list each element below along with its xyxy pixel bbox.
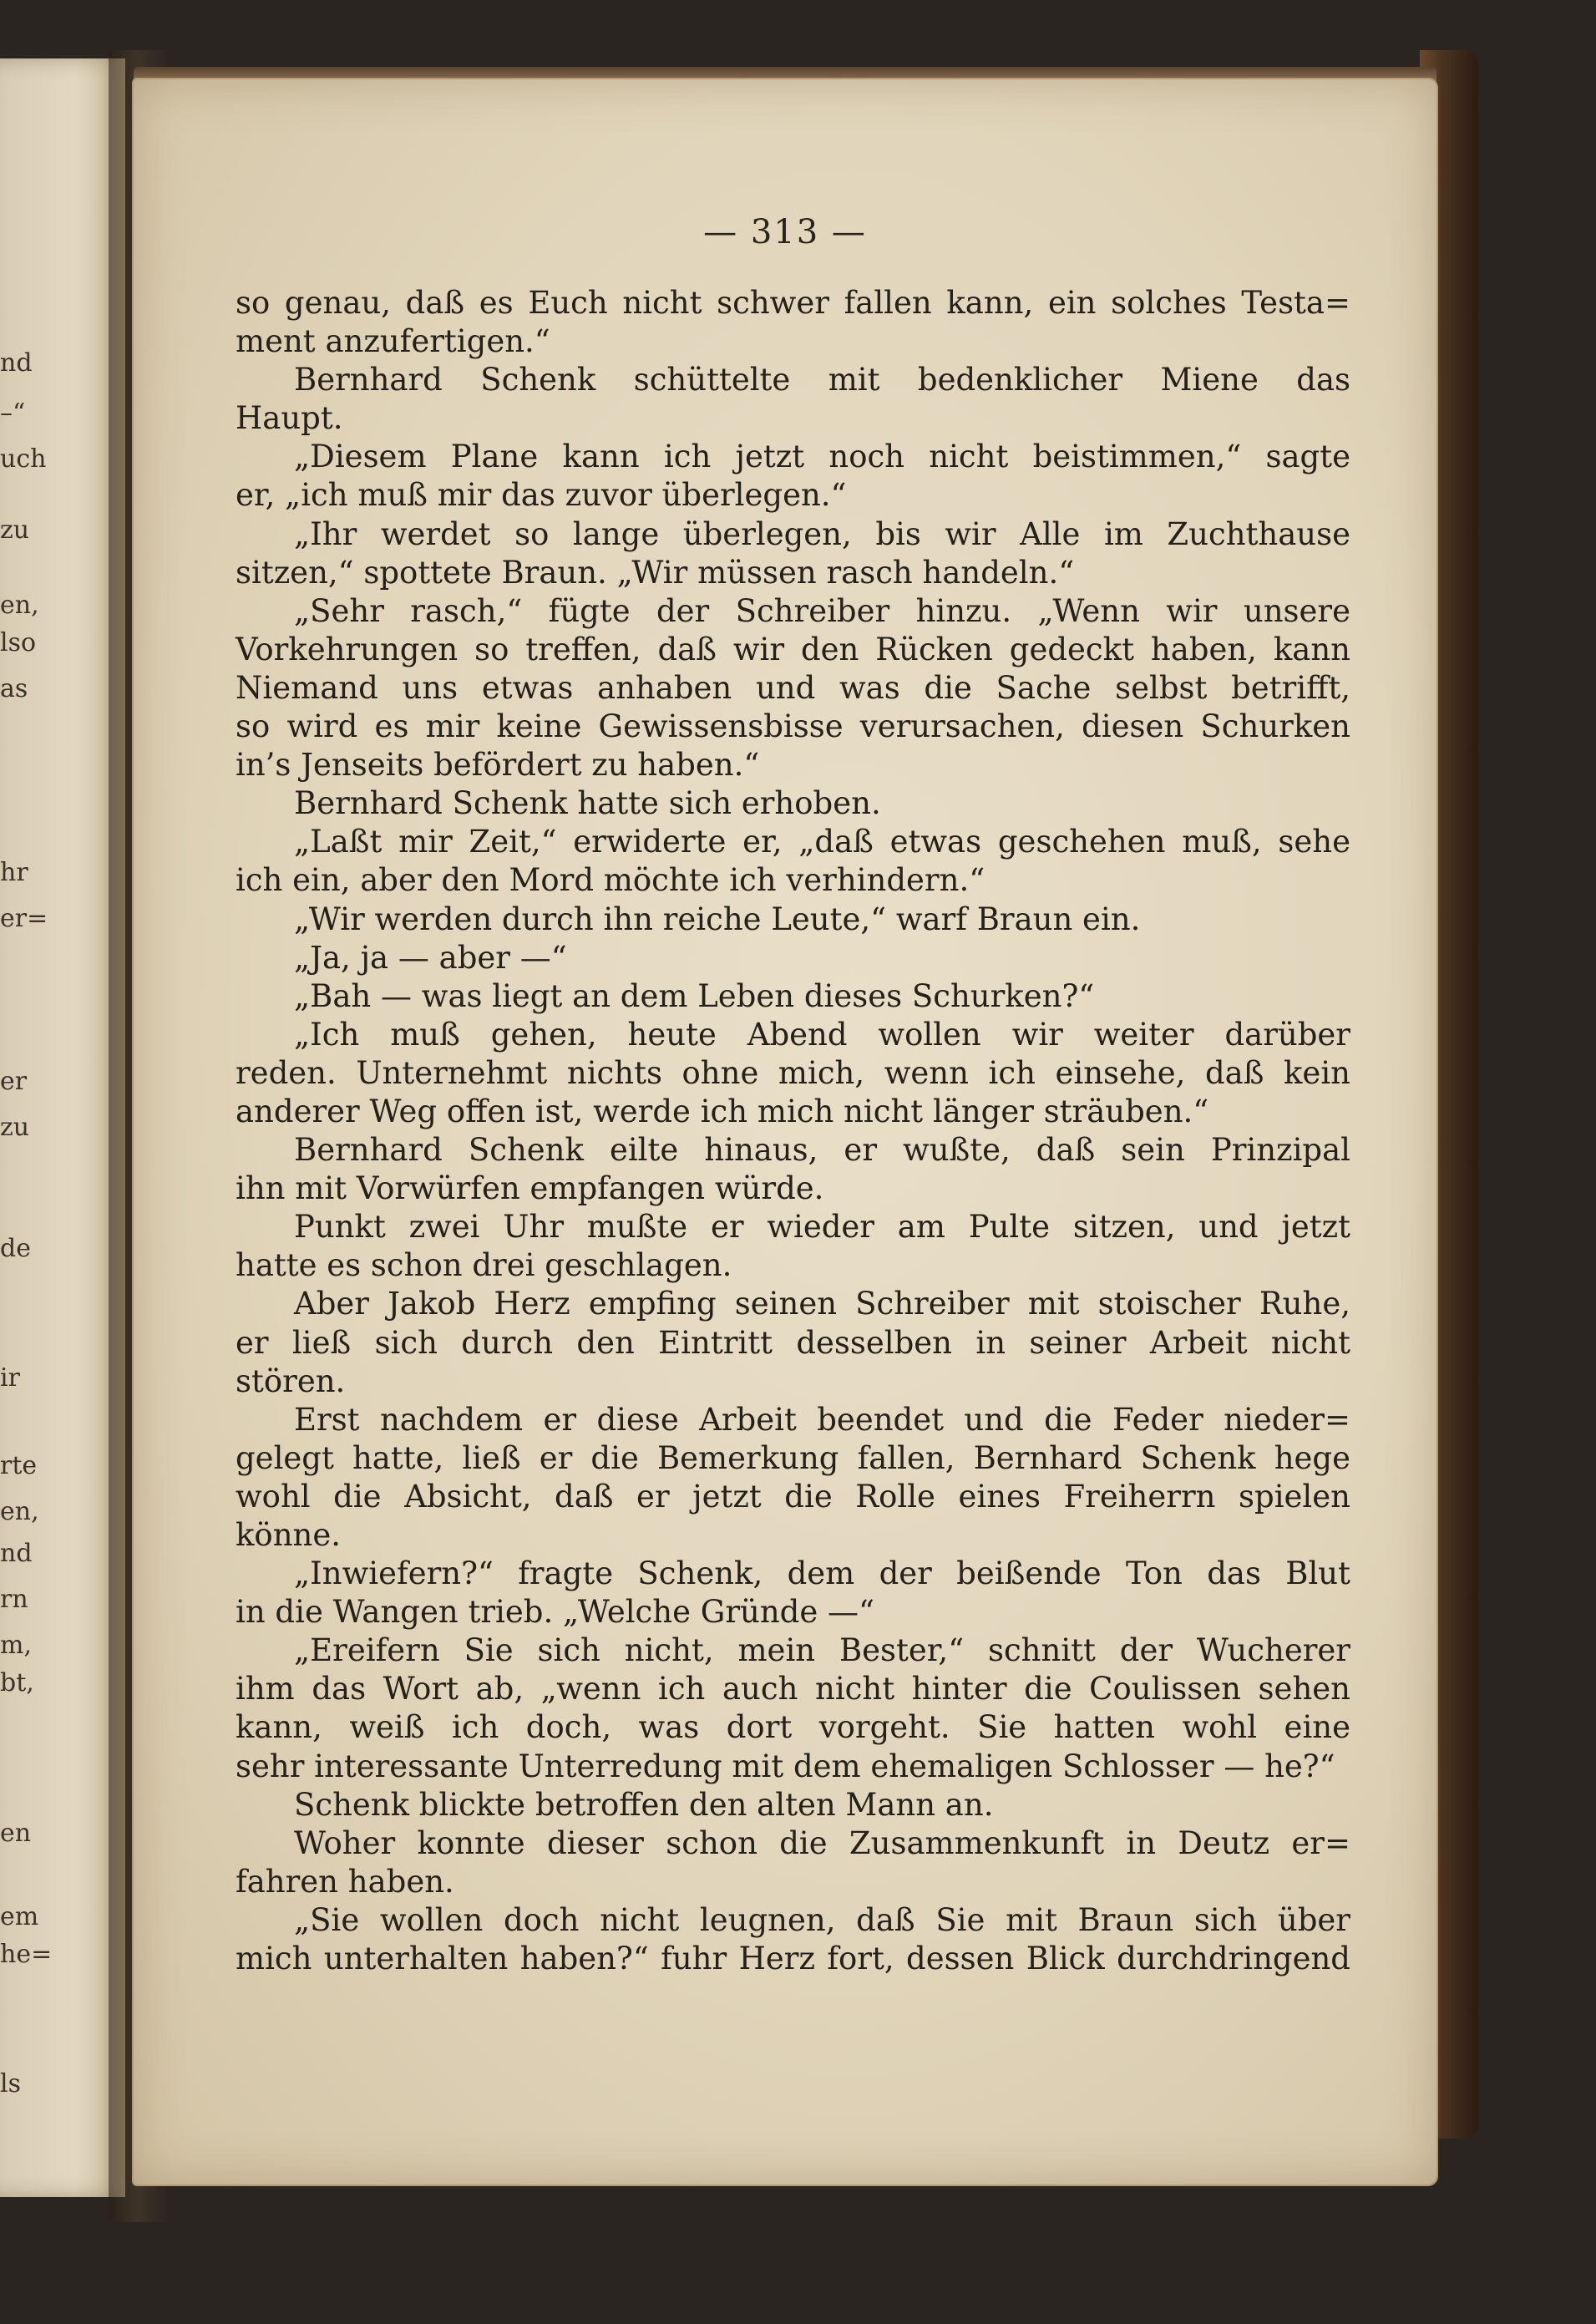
previous-page-fragment: nd <box>0 348 33 378</box>
text-line: „Sehr rasch,“ fügte der Schreiber hinzu. „Wenn wir unsere <box>294 592 1350 629</box>
page-text-body <box>236 284 1350 1978</box>
text-line: „Bah — was liegt an dem Leben dieses Schurken?“ <box>294 977 1095 1014</box>
text-line: Niemand uns etwas anhaben und was die Sache selbst betrifft, <box>236 669 1350 706</box>
previous-page-fragment: bt, <box>0 1668 34 1697</box>
text-line: „Diesem Plane kann ich jetzt noch nicht beistimmen,“ sagte <box>294 439 1350 475</box>
text-line: könne. <box>236 1517 342 1553</box>
page-number: — 313 — <box>703 213 867 251</box>
text-line: in die Wangen trieb. „Welche Gründe —“ <box>236 1594 874 1631</box>
previous-page-fragment: en, <box>0 1497 39 1526</box>
previous-page-fragment: uch <box>0 444 47 474</box>
text-line: mich unterhalten haben?“ fuhr Herz fort, dessen Blick durchdringend <box>236 1941 1350 1977</box>
previous-page-fragment: rn <box>0 1585 28 1614</box>
previous-page-fragment: en, <box>0 591 39 620</box>
text-line: sitzen,“ spottete Braun. „Wir müssen rasch handeln.“ <box>236 554 1075 591</box>
previous-page-fragment: em <box>0 1902 39 1931</box>
text-line: ment anzufertigen.“ <box>236 323 550 360</box>
previous-page-fragment: rte <box>0 1451 38 1480</box>
text-line: fahren haben. <box>236 1863 454 1900</box>
text-line: „Ich muß gehen, heute Abend wollen wir weiter darüber <box>294 1016 1350 1053</box>
previous-page-fragment: as <box>0 674 28 703</box>
text-line: er ließ sich durch den Eintritt desselben in seiner Arbeit nicht <box>236 1324 1350 1361</box>
text-line: Bernhard Schenk eilte hinaus, er wußte, daß sein Prinzipal <box>294 1132 1350 1169</box>
text-line: so genau, daß es Euch nicht schwer fallen kann, ein solches Testa= <box>236 285 1350 321</box>
previous-page-fragment: ir <box>0 1363 20 1393</box>
text-line: Aber Jakob Herz empfing seinen Schreiber mit stoischer Ruhe, <box>294 1286 1350 1322</box>
book-page <box>134 79 1436 2184</box>
text-line: Erst nachdem er diese Arbeit beendet und die Feder nieder= <box>294 1401 1350 1438</box>
text-line: sehr interessante Unterredung mit dem ehemaligen Schlosser — he?“ <box>236 1748 1335 1784</box>
text-line: „Laßt mir Zeit,“ erwiderte er, „daß etwas geschehen muß, sehe <box>294 824 1350 860</box>
text-line: Bernhard Schenk schüttelte mit bedenklicher Miene das <box>294 362 1350 398</box>
text-line: „Inwiefern?“ fragte Schenk, dem der beißende Ton das Blut <box>294 1555 1350 1592</box>
text-line: so wird es mir keine Gewissensbisse verursachen, diesen Schurken <box>236 708 1350 745</box>
text-line: stören. <box>236 1362 346 1399</box>
text-line: hatte es schon drei geschlagen. <box>236 1247 732 1284</box>
previous-page-fragment: zu <box>0 515 30 545</box>
text-line: ich ein, aber den Mord möchte ich verhindern.“ <box>236 862 985 899</box>
text-line: gelegt hatte, ließ er die Bemerkung fallen, Bernhard Schenk hege <box>236 1439 1350 1476</box>
text-line: kann, weiß ich doch, was dort vorgeht. Sie hatten wohl eine <box>236 1709 1350 1746</box>
previous-page-fragment: –“ <box>0 398 26 428</box>
text-line: Punkt zwei Uhr mußte er wieder am Pulte sitzen, und jetzt <box>294 1209 1350 1246</box>
previous-page-fragment: nd <box>0 1539 33 1568</box>
previous-page-fragment: er= <box>0 904 48 933</box>
previous-page-fragment: zu <box>0 1113 30 1142</box>
text-line: „Ja, ja — aber —“ <box>294 939 567 976</box>
text-line: „Ihr werdet so lange überlegen, bis wir Alle im Zuchthause <box>294 515 1350 552</box>
previous-page-fragment: ls <box>0 2069 21 2098</box>
previous-page-fragment: er <box>0 1067 28 1096</box>
text-line: Woher konnte dieser schon die Zusammenkunft in Deutz er= <box>294 1824 1350 1861</box>
previous-page-fragment: lso <box>0 628 37 657</box>
text-line: Bernhard Schenk hatte sich erhoben. <box>294 785 881 822</box>
text-line: Schenk blickte betroffen den alten Mann an. <box>294 1786 994 1823</box>
text-line: in’s Jenseits befördert zu haben.“ <box>236 747 760 784</box>
text-line: ihm das Wort ab, „wenn ich auch nicht hinter die Coulissen sehen <box>236 1671 1350 1707</box>
previous-page-fragment: he= <box>0 1940 53 1969</box>
text-line: Vorkehrungen so treffen, daß wir den Rücken gedeckt haben, kann <box>236 631 1350 667</box>
previous-page-fragment: en <box>0 1819 32 1848</box>
text-line: anderer Weg offen ist, werde ich mich nicht länger sträuben.“ <box>236 1093 1209 1129</box>
text-line: er, „ich muß mir das zuvor überlegen.“ <box>236 477 847 514</box>
previous-page-fragment: hr <box>0 858 28 887</box>
text-line: ihn mit Vorwürfen empfangen würde. <box>236 1170 824 1207</box>
text-line: „Sie wollen doch nicht leugnen, daß Sie mit Braun sich über <box>294 1901 1350 1938</box>
previous-page-fragment: m, <box>0 1631 32 1660</box>
previous-page-edge <box>0 58 125 2197</box>
previous-page-fragment: de <box>0 1234 31 1263</box>
text-line: reden. Unternehmt nichts ohne mich, wenn ich einsehe, daß kein <box>236 1054 1350 1091</box>
text-line: wohl die Absicht, daß er jetzt die Rolle eines Freiherrn spielen <box>236 1478 1350 1515</box>
text-line: „Ereifern Sie sich nicht, mein Bester,“ schnitt der Wucherer <box>294 1632 1350 1669</box>
text-line: „Wir werden durch ihn reiche Leute,“ warf Braun ein. <box>294 901 1141 937</box>
text-line: Haupt. <box>236 400 343 437</box>
